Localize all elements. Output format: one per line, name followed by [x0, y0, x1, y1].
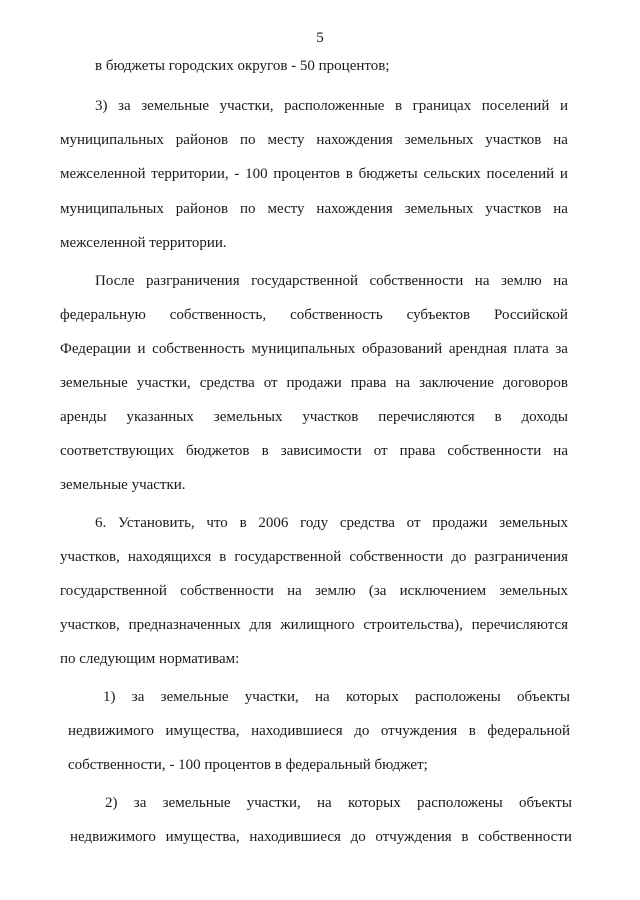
text-line: [105, 794, 572, 812]
word: федеральной: [487, 723, 570, 739]
word: (за: [368, 583, 387, 599]
text-line: [60, 582, 568, 600]
word: в: [468, 723, 476, 739]
word: плата: [513, 341, 549, 357]
word: за: [131, 689, 145, 705]
word: отчуждения: [375, 829, 452, 845]
word: бюджеты: [358, 166, 418, 182]
word: на: [553, 273, 568, 289]
word: за: [555, 341, 568, 357]
word: отчуждения: [380, 723, 458, 739]
text-line: [60, 306, 568, 324]
word: собственность,: [169, 307, 267, 323]
word: нахождения: [316, 132, 393, 148]
word: государственной: [234, 549, 342, 565]
word: аренды: [60, 409, 107, 425]
text-line: [68, 722, 570, 740]
word: участков,: [60, 549, 120, 565]
word: строительства),: [363, 617, 463, 633]
word: перечисляются: [378, 409, 475, 425]
word: землю: [500, 273, 542, 289]
word: участков: [485, 132, 542, 148]
word: 6.: [95, 515, 107, 531]
word: на: [553, 201, 568, 217]
word: права: [399, 443, 436, 459]
word: за: [118, 98, 131, 114]
word: 2): [105, 795, 118, 811]
word: и: [559, 98, 568, 114]
word: по: [240, 201, 256, 217]
text-line: собственности, - 100 процентов в федеральный бюджет;: [68, 757, 428, 773]
word: права: [350, 375, 387, 391]
word: земельные: [60, 375, 128, 391]
word: участков,: [60, 617, 120, 633]
word: государственной: [251, 273, 358, 289]
word: доходы: [521, 409, 568, 425]
word: на: [553, 443, 568, 459]
word: и: [137, 341, 146, 357]
word: имущества,: [165, 723, 240, 739]
text-line: [60, 340, 568, 358]
text-line: по следующим нормативам:: [60, 651, 240, 667]
text-line: [70, 828, 572, 846]
word: до: [350, 829, 366, 845]
word: Федерации: [60, 341, 131, 357]
word: зависимости: [280, 443, 362, 459]
word: земельные: [160, 689, 229, 705]
word: разграничения: [474, 549, 568, 565]
word: участков: [302, 409, 359, 425]
word: которых: [346, 689, 399, 705]
word: объекты: [519, 795, 572, 811]
word: в: [461, 829, 469, 845]
word: собственности: [349, 549, 444, 565]
word: на: [315, 689, 330, 705]
word: 3): [95, 98, 108, 114]
word: -: [234, 166, 240, 182]
text-line: [60, 374, 568, 392]
word: поселений: [481, 98, 550, 114]
word: землю: [314, 583, 356, 599]
word: муниципальных: [60, 132, 164, 148]
word: 1): [103, 689, 116, 705]
word: земельных: [404, 132, 474, 148]
word: на: [553, 132, 568, 148]
word: государственной: [60, 583, 167, 599]
word: расположены: [415, 689, 501, 705]
word: находившиеся: [251, 723, 343, 739]
word: расположены: [417, 795, 503, 811]
text-line: межселенной территории.: [60, 235, 227, 251]
word: районов: [175, 132, 229, 148]
word: После: [95, 273, 135, 289]
text-line: [60, 131, 568, 149]
word: на: [395, 375, 411, 391]
word: образований: [361, 341, 443, 357]
word: земельные: [162, 795, 231, 811]
text-line: [60, 408, 568, 426]
word: указанных: [126, 409, 194, 425]
word: на: [474, 273, 490, 289]
word: по: [240, 132, 256, 148]
word: до: [451, 549, 467, 565]
word: собственности: [478, 829, 572, 845]
text-line: земельные участки.: [60, 477, 186, 493]
word: недвижимого: [68, 723, 154, 739]
word: месту: [267, 201, 305, 217]
word: собственности: [447, 443, 542, 459]
text-line: [60, 442, 568, 460]
word: земельных: [499, 515, 568, 531]
word: до: [354, 723, 370, 739]
word: нахождения: [316, 201, 393, 217]
word: договоров: [502, 375, 568, 391]
word: от: [373, 443, 388, 459]
text-line: [60, 548, 568, 566]
word: межселенной: [60, 166, 146, 182]
word: от: [263, 375, 278, 391]
word: предназначенных: [128, 617, 241, 633]
word: Установить,: [118, 515, 195, 531]
word: в: [261, 443, 269, 459]
word: Российской: [494, 307, 568, 323]
word: участков: [485, 201, 542, 217]
word: и: [559, 166, 568, 182]
word: в: [219, 549, 227, 565]
word: находящихся: [127, 549, 212, 565]
word: районов: [175, 201, 229, 217]
word: собственности: [369, 273, 464, 289]
word: году: [300, 515, 329, 531]
word: собственность: [152, 341, 245, 357]
word: земельных: [404, 201, 474, 217]
word: участки,: [246, 795, 301, 811]
text-line: [95, 97, 568, 115]
word: продажи: [432, 515, 488, 531]
word: бюджетов: [186, 443, 250, 459]
word: земельных: [213, 409, 283, 425]
word: в: [345, 166, 353, 182]
word: в: [395, 98, 403, 114]
word: на: [287, 583, 302, 599]
text-line: [95, 272, 568, 290]
word: земельных: [499, 583, 568, 599]
text-line: [60, 200, 568, 218]
text-line: [103, 688, 570, 706]
word: перечисляются: [471, 617, 568, 633]
word: жилищного: [280, 617, 355, 633]
word: заключение: [419, 375, 494, 391]
word: разграничения: [146, 273, 240, 289]
text-line: [60, 165, 568, 183]
word: которых: [348, 795, 401, 811]
word: для: [249, 617, 272, 633]
word: что: [206, 515, 228, 531]
word: участки,: [136, 375, 191, 391]
word: муниципальных: [60, 201, 164, 217]
word: продажи: [286, 375, 342, 391]
word: арендная: [448, 341, 507, 357]
word: средства: [199, 375, 255, 391]
word: процентов: [273, 166, 340, 182]
word: месту: [267, 132, 305, 148]
word: от: [406, 515, 421, 531]
word: участки,: [244, 689, 299, 705]
word: в: [239, 515, 247, 531]
word: муниципальных: [251, 341, 356, 357]
word: недвижимого: [70, 829, 156, 845]
word: за: [133, 795, 147, 811]
word: на: [317, 795, 332, 811]
word: объекты: [517, 689, 570, 705]
word: исключением: [399, 583, 487, 599]
word: средства: [339, 515, 395, 531]
word: субъектов: [406, 307, 471, 323]
word: соответствующих: [60, 443, 174, 459]
text-line: в бюджеты городских округов - 50 процентов;: [95, 58, 390, 74]
word: имущества,: [165, 829, 240, 845]
word: собственности: [180, 583, 274, 599]
word: территории,: [151, 166, 229, 182]
word: расположенные: [284, 98, 385, 114]
word: федеральную: [60, 307, 146, 323]
word: поселений: [486, 166, 555, 182]
word: 100: [245, 166, 268, 182]
word: участки,: [219, 98, 274, 114]
page-number: 5: [316, 30, 324, 46]
word: собственность: [290, 307, 383, 323]
text-line: [95, 514, 568, 532]
word: границах: [412, 98, 472, 114]
text-line: [60, 616, 568, 634]
word: находившиеся: [249, 829, 341, 845]
word: в: [494, 409, 502, 425]
word: сельских: [423, 166, 481, 182]
word: 2006: [258, 515, 289, 531]
word: земельные: [141, 98, 210, 114]
